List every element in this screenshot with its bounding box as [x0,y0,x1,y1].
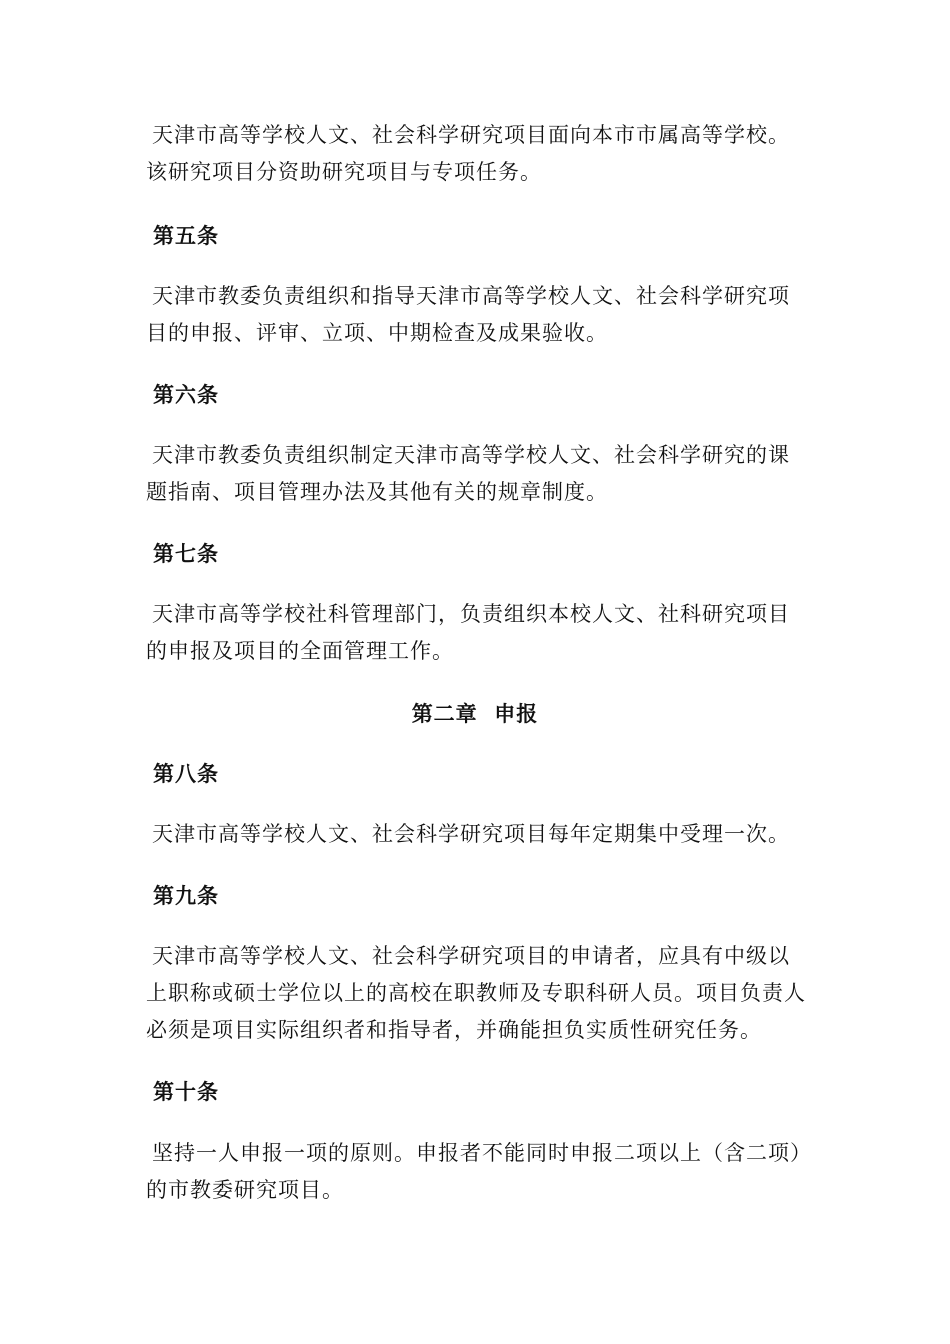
paragraph-article-9: 天津市高等学校人文、社会科学研究项目的申请者，应具有中级以上职称或硕士学位以上的高校在职教师及专职科研人员。项目负责人必须是项目实际组织者和指导者，并确能担负实质性研究任务。 [146,944,806,1042]
paragraph-article-8: 天津市高等学校人文、社会科学研究项目每年定期集中受理一次。 [152,822,790,846]
paragraph-article-7: 天津市高等学校社科管理部门，负责组织本校人文、社科研究项目的申报及项目的全面管理工作。 [146,602,790,663]
heading-article-6: 第六条 [153,382,219,407]
paragraph-article-4: 天津市高等学校人文、社会科学研究项目面向本市市属高等学校。该研究项目分资助研究项目与专项任务。 [146,123,790,184]
chapter-heading: 第二章 申报 [411,701,539,726]
heading-article-8: 第八条 [153,761,219,786]
heading-article-5: 第五条 [153,223,219,248]
heading-article-9: 第九条 [153,883,219,908]
paragraph-article-6: 天津市教委负责组织制定天津市高等学校人文、社会科学研究的课题指南、项目管理办法及其他有关的规章制度。 [146,443,790,504]
heading-article-7: 第七条 [153,541,219,566]
heading-article-10: 第十条 [153,1079,219,1104]
paragraph-article-5: 天津市教委负责组织和指导天津市高等学校人文、社会科学研究项目的申报、评审、立项、中期检查及成果验收。 [146,284,790,345]
paragraph-article-10: 坚持一人申报一项的原则。申报者不能同时申报二项以上（含二项）的市教委研究项目。 [146,1141,802,1202]
